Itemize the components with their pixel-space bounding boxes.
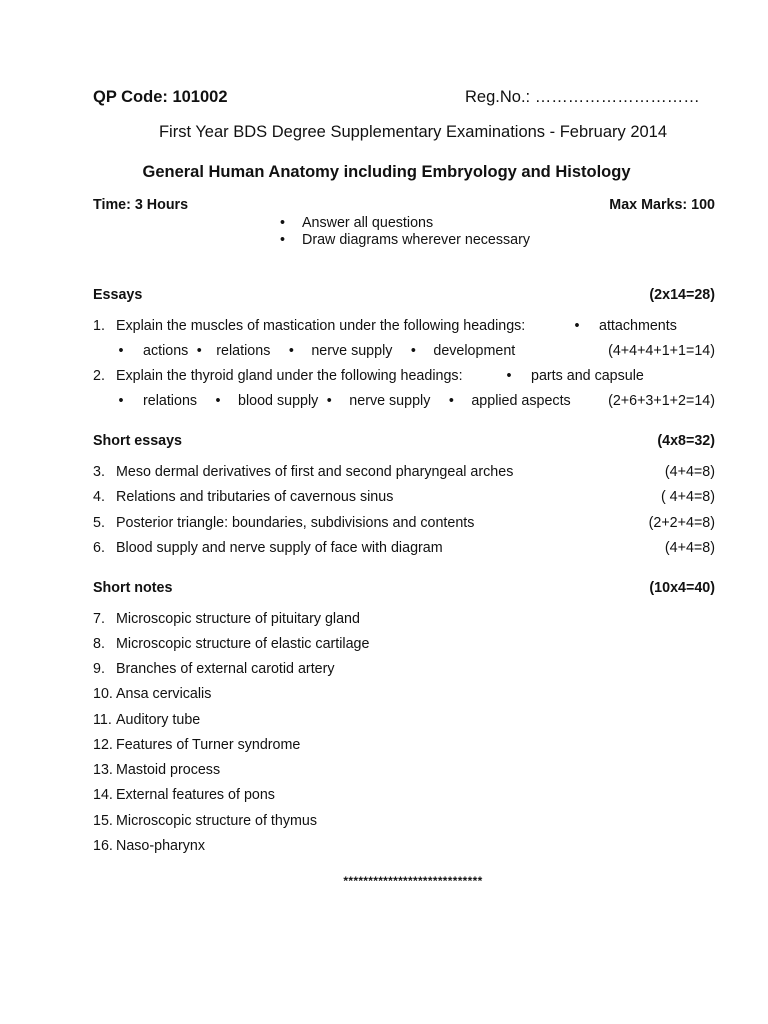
question-number: 16. xyxy=(93,838,113,854)
bullet-icon: • xyxy=(448,393,454,409)
question-number: 13. xyxy=(93,762,113,778)
instruction-1: • Answer all questions xyxy=(302,215,433,231)
subject-title: General Human Anatomy including Embryology and Histology xyxy=(142,163,631,181)
question-number: 12. xyxy=(93,737,113,753)
bullet-icon: • xyxy=(118,343,124,359)
question-number: 11. xyxy=(93,712,112,728)
q1-bullet-2: actions xyxy=(143,343,189,359)
question-number: 3. xyxy=(93,464,105,480)
q2-number: 2. xyxy=(93,368,105,384)
bullet-icon: • xyxy=(196,343,202,359)
max-marks: Max Marks: 100 xyxy=(609,197,715,213)
question-marks: (4+4=8) xyxy=(664,464,715,480)
q1-bullet-3: relations xyxy=(216,343,271,359)
question-marks: ( 4+4=8) xyxy=(660,489,715,505)
bullet-icon: • xyxy=(574,318,580,334)
question-text: Meso dermal derivatives of first and second pharyngeal arches xyxy=(116,464,514,480)
question-text: External features of pons xyxy=(116,787,275,803)
section-marks-essays: (2x14=28) xyxy=(649,287,715,303)
q2-bullet-2: relations xyxy=(143,393,198,409)
q2-bullet-5: applied aspects xyxy=(471,393,571,409)
question-text: Auditory tube xyxy=(116,712,201,728)
instruction-2: • Draw diagrams wherever necessary xyxy=(302,232,530,248)
time-label: Time: 3 Hours xyxy=(93,197,189,213)
bullet-icon: • xyxy=(326,393,332,409)
q2-bullet-1: • parts and capsule xyxy=(504,368,644,384)
q1-bullet-1: • attachments xyxy=(572,318,677,334)
question-text: Microscopic structure of pituitary gland xyxy=(116,611,360,627)
bullet-icon: • xyxy=(215,393,221,409)
question-number: 10. xyxy=(93,686,113,702)
question-number: 7. xyxy=(93,611,105,627)
question-text: Microscopic structure of thymus xyxy=(116,813,318,829)
section-marks-short-notes: (10x4=40) xyxy=(649,580,715,596)
section-title-short-notes: Short notes xyxy=(93,580,173,596)
question-number: 4. xyxy=(93,489,105,505)
section-title-essays: Essays xyxy=(93,287,143,303)
end-marker: **************************** xyxy=(343,874,483,888)
question-number: 6. xyxy=(93,540,105,556)
q2-marks: (2+6+3+1+2=14) xyxy=(608,393,715,409)
bullet-icon: • xyxy=(506,368,512,384)
q1-number: 1. xyxy=(93,318,105,334)
question-text: Mastoid process xyxy=(116,762,221,778)
question-text: Relations and tributaries of cavernous sinus xyxy=(116,489,394,505)
question-number: 8. xyxy=(93,636,105,652)
section-marks-short-essays: (4x8=32) xyxy=(657,433,715,449)
question-marks: (4+4=8) xyxy=(664,540,715,556)
question-text: Naso-pharynx xyxy=(116,838,205,854)
question-number: 15. xyxy=(93,813,113,829)
q1-bullets-row xyxy=(116,343,515,359)
question-text: Microscopic structure of elastic cartilage xyxy=(116,636,370,652)
question-text: Blood supply and nerve supply of face with diagram xyxy=(116,540,443,556)
q1-marks: (4+4+4+1+1=14) xyxy=(608,343,715,359)
question-number: 14. xyxy=(93,787,113,803)
bullet-icon: • xyxy=(288,343,294,359)
q2-text: Explain the thyroid gland under the following headings: xyxy=(116,368,463,384)
q2-bullet-3: blood supply xyxy=(238,393,319,409)
q1-text: Explain the muscles of mastication under the following headings: xyxy=(116,318,526,334)
exam-title: First Year BDS Degree Supplementary Examinations - February 2014 xyxy=(158,123,668,141)
q1-bullet-5: development xyxy=(433,343,516,359)
question-number: 5. xyxy=(93,515,105,531)
question-text: Ansa cervicalis xyxy=(116,686,212,702)
q2-bullets-row xyxy=(116,393,571,409)
q2-bullet-4: nerve supply xyxy=(349,393,431,409)
qp-code: QP Code: 101002 xyxy=(93,88,228,106)
bullet-icon: • xyxy=(410,343,416,359)
question-text: Branches of external carotid artery xyxy=(116,661,335,677)
question-text: Features of Turner syndrome xyxy=(116,737,301,753)
section-title-short-essays: Short essays xyxy=(93,433,183,449)
reg-no: Reg.No.: ………………………… xyxy=(465,88,700,106)
question-number: 9. xyxy=(93,661,105,677)
question-marks: (2+2+4=8) xyxy=(648,515,715,531)
bullet-icon: • xyxy=(118,393,124,409)
question-text: Posterior triangle: boundaries, subdivisions and contents xyxy=(116,515,475,531)
q1-bullet-4: nerve supply xyxy=(311,343,393,359)
